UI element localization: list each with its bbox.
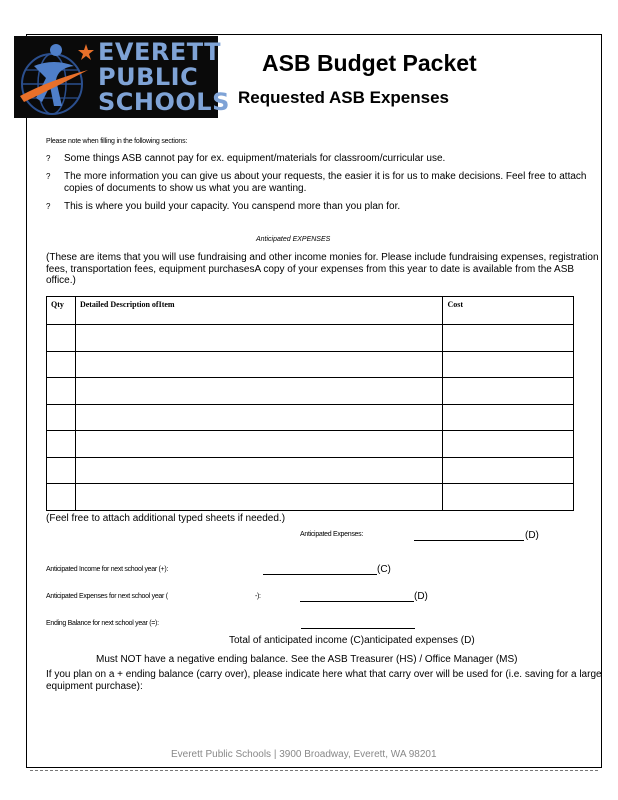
balance-warning: Must NOT have a negative ending balance. See the ASB Treasurer (HS) / Office Manager (MS) — [96, 654, 518, 665]
column-header-description: Detailed Description ofItem — [75, 297, 443, 325]
page-subtitle: Requested ASB Expenses — [238, 88, 449, 107]
income-code: (C) — [377, 564, 391, 575]
cost-cell[interactable] — [443, 404, 574, 431]
table-row — [47, 431, 574, 458]
anticipated-expenses-label: Anticipated Expenses: — [300, 531, 363, 538]
district-logo — [14, 36, 230, 118]
qty-cell[interactable] — [47, 351, 76, 378]
cost-cell[interactable] — [443, 378, 574, 405]
expenses-next-year-line[interactable] — [300, 601, 414, 602]
expenses-table — [46, 296, 574, 511]
column-header-qty: Qty — [47, 297, 76, 325]
description-cell[interactable] — [75, 404, 443, 431]
carryover-instructions: If you plan on a + ending balance (carry over), please indicate here what that carry over will be used for (i.e. saving for a large equipment purchase): — [46, 669, 602, 692]
cost-cell[interactable] — [443, 431, 574, 458]
note-text: The more information you can give us about your requests, the easier it is for us to make decisions. Feel free to attach copies of documents to show us what you are wanting. — [64, 171, 587, 194]
qty-cell[interactable] — [47, 457, 76, 484]
cost-cell[interactable] — [443, 457, 574, 484]
formula-text: Total of anticipated income (C)anticipated expenses (D) — [229, 635, 475, 646]
cost-cell[interactable] — [443, 484, 574, 511]
description-cell[interactable] — [75, 378, 443, 405]
expenses-next-year-code: (D) — [414, 591, 428, 602]
page-title: ASB Budget Packet — [262, 50, 477, 76]
anticipated-expenses-line[interactable] — [414, 540, 524, 541]
qty-cell[interactable] — [47, 378, 76, 405]
ending-balance-line[interactable] — [301, 628, 415, 629]
page-bottom-edge — [30, 770, 598, 771]
table-row — [47, 404, 574, 431]
description-cell[interactable] — [75, 431, 443, 458]
logo-wordmark — [98, 40, 230, 115]
bullet-mark: ? — [46, 154, 51, 163]
anticipated-expenses-code: (D) — [525, 530, 539, 541]
table-row — [47, 484, 574, 511]
logo-line-3: SCHOOLS — [98, 88, 230, 116]
description-cell[interactable] — [75, 457, 443, 484]
income-label: Anticipated Income for next school year (+): — [46, 566, 169, 573]
description-cell[interactable] — [75, 325, 443, 352]
cost-cell[interactable] — [443, 351, 574, 378]
expenses-next-year-sign: -): — [255, 593, 261, 600]
cost-cell[interactable] — [443, 325, 574, 352]
bullet-mark: ? — [46, 202, 51, 211]
qty-cell[interactable] — [47, 484, 76, 511]
note-text: Some things ASB cannot pay for ex. equipment/materials for classroom/curricular use. — [64, 153, 446, 164]
expenses-heading: Anticipated EXPENSES — [256, 236, 331, 243]
expenses-next-year-label: Anticipated Expenses for next school year ( — [46, 593, 168, 600]
qty-cell[interactable] — [47, 431, 76, 458]
income-line[interactable] — [263, 574, 377, 575]
bullet-mark: ? — [46, 172, 51, 181]
note-text: This is where you build your capacity. You canspend more than you plan for. — [64, 201, 401, 212]
logo-line-1: EVERETT — [98, 38, 222, 66]
table-header-row — [47, 297, 574, 325]
qty-cell[interactable] — [47, 325, 76, 352]
logo-line-2: PUBLIC — [98, 63, 199, 91]
ending-balance-label: Ending Balance for next school year (=): — [46, 620, 159, 627]
page-footer: Everett Public Schools | 3900 Broadway, Everett, WA 98201 — [171, 749, 437, 760]
attach-note: (Feel free to attach additional typed sheets if needed.) — [46, 513, 286, 524]
description-cell[interactable] — [75, 484, 443, 511]
table-row — [47, 457, 574, 484]
table-row — [47, 351, 574, 378]
globe-figure-icon — [14, 36, 98, 118]
description-cell[interactable] — [75, 351, 443, 378]
qty-cell[interactable] — [47, 404, 76, 431]
expenses-intro: (These are items that you will use fundraising and other income monies for. Please include fundraising expenses, registration fees, transportation fees, equipment purchasesA copy of your expenses from this year to date is available from the ASB office.) — [46, 252, 599, 286]
column-header-cost: Cost — [443, 297, 574, 325]
table-row — [47, 378, 574, 405]
notes-intro: Please note when filling in the following sections: — [46, 138, 188, 145]
table-row — [47, 325, 574, 352]
